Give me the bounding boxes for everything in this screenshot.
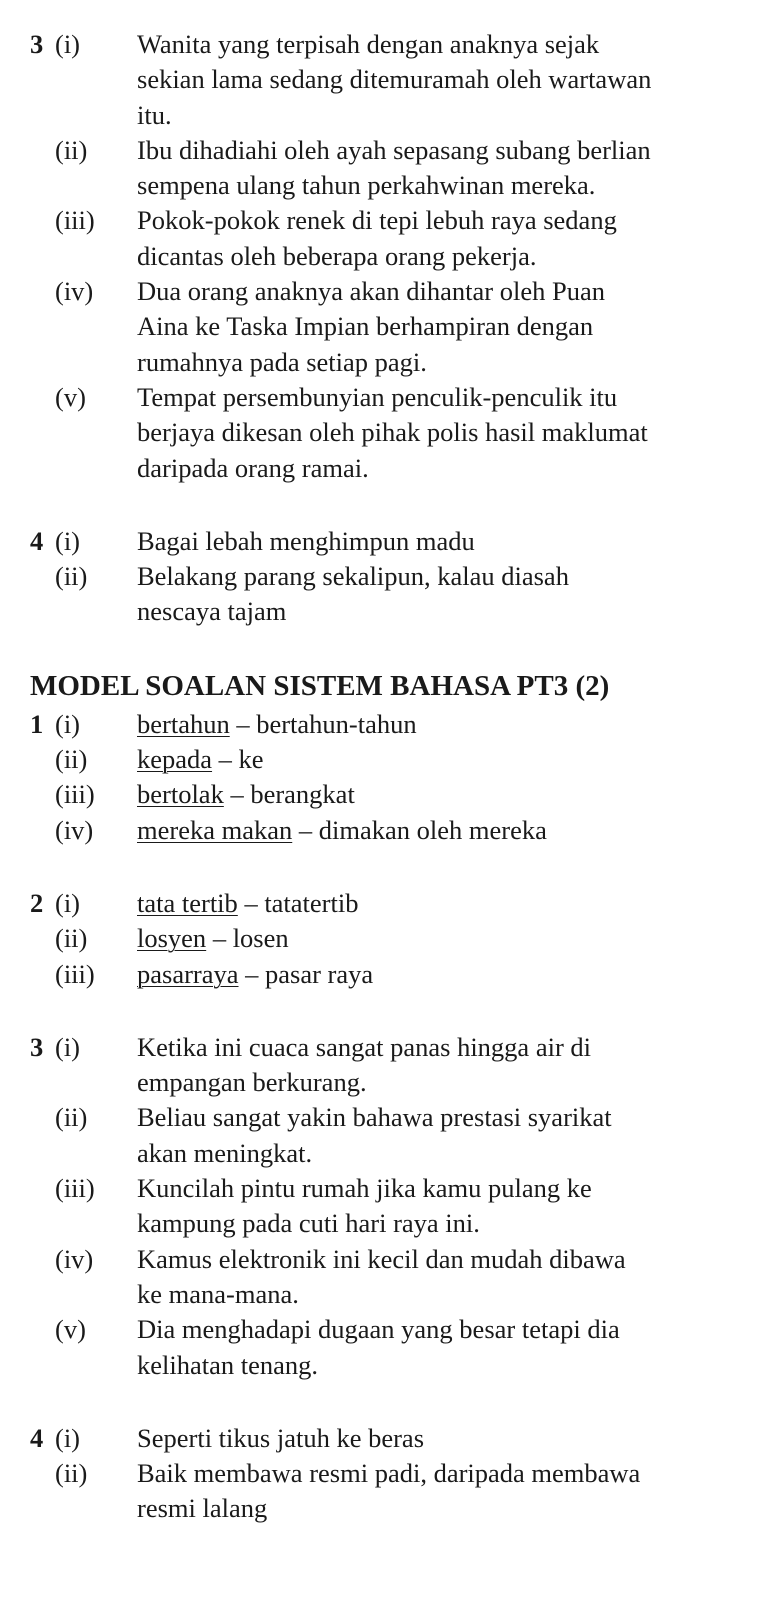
question-number: 1 xyxy=(30,708,44,739)
answer-text-line: Tempat persembunyian penculik-penculik itu xyxy=(137,381,618,412)
question-number: 4 xyxy=(30,1422,44,1453)
corrected-word: – berangkat xyxy=(223,779,355,810)
answer-text-line: Beliau sangat yakin bahawa prestasi syarikat xyxy=(137,1102,612,1133)
answer-item xyxy=(0,1421,776,1456)
question-3-group xyxy=(0,27,776,486)
answer-correction-line xyxy=(137,813,776,848)
answer-item xyxy=(0,813,776,848)
question-number: 2 xyxy=(30,887,44,918)
item-roman-numeral: (i) xyxy=(55,525,81,556)
item-roman-numeral: (ii) xyxy=(55,923,88,954)
question-number: 3 xyxy=(30,1031,44,1062)
item-roman-numeral: (ii) xyxy=(55,744,88,775)
answer-text-line: dicantas oleh beberapa orang pekerja. xyxy=(137,240,537,271)
answer-item xyxy=(0,27,776,133)
answer-text-line: akan meningkat. xyxy=(137,1137,313,1168)
answer-text-line: Bagai lebah menghimpun madu xyxy=(137,525,475,556)
answer-text-line: Dua orang anaknya akan dihantar oleh Puan xyxy=(137,276,605,307)
corrected-word: – ke xyxy=(212,744,264,775)
answer-item xyxy=(0,203,776,274)
incorrect-word: tata tertib xyxy=(137,887,238,918)
answer-text-line: berjaya dikesan oleh pihak polis hasil maklumat xyxy=(137,417,648,448)
answer-item xyxy=(0,886,776,921)
answer-text-line: sempena ulang tahun perkahwinan mereka. xyxy=(137,170,596,201)
answer-text-line: Pokok-pokok renek di tepi lebuh raya sedang xyxy=(137,205,617,236)
answer-text-line: Kuncilah pintu rumah jika kamu pulang ke xyxy=(137,1173,592,1204)
item-roman-numeral: (iii) xyxy=(55,779,95,810)
corrected-word: – dimakan oleh mereka xyxy=(292,814,547,845)
answer-text-line: kampung pada cuti hari raya ini. xyxy=(137,1208,480,1239)
item-roman-numeral: (i) xyxy=(55,1031,81,1062)
answer-text-line: nescaya tajam xyxy=(137,596,287,627)
answer-text-line: itu. xyxy=(137,99,172,130)
item-roman-numeral: (iii) xyxy=(55,205,95,236)
item-roman-numeral: (v) xyxy=(55,1314,86,1345)
item-roman-numeral: (i) xyxy=(55,887,81,918)
item-roman-numeral: (ii) xyxy=(55,1102,88,1133)
answer-text-line: Aina ke Taska Impian berhampiran dengan xyxy=(137,311,594,342)
answer-item xyxy=(0,1312,776,1383)
item-roman-numeral: (iv) xyxy=(55,276,94,307)
answer-text-line: Seperti tikus jatuh ke beras xyxy=(137,1422,425,1453)
answer-text-line: daripada orang ramai. xyxy=(137,452,369,483)
question-3-group xyxy=(0,1030,776,1383)
answer-text-line: Wanita yang terpisah dengan anaknya sejak xyxy=(137,29,600,59)
item-roman-numeral: (iii) xyxy=(55,958,95,989)
answer-text-line: resmi lalang xyxy=(137,1493,268,1524)
answer-correction-line xyxy=(137,777,776,812)
answer-item xyxy=(0,1171,776,1242)
answer-text-line: ke mana-mana. xyxy=(137,1278,299,1309)
answer-text-line: rumahnya pada setiap pagi. xyxy=(137,346,427,377)
corrected-word: – bertahun-tahun xyxy=(229,708,417,739)
answer-item xyxy=(0,380,776,486)
answer-item xyxy=(0,1100,776,1171)
incorrect-word: losyen xyxy=(137,923,207,954)
question-4-group xyxy=(0,1421,776,1527)
answer-text-line: Dia menghadapi dugaan yang besar tetapi dia xyxy=(137,1314,620,1345)
answer-item xyxy=(0,133,776,204)
answer-text-line: empangan berkurang. xyxy=(137,1067,367,1098)
answer-text-line: Baik membawa resmi padi, daripada membawa xyxy=(137,1458,641,1489)
item-roman-numeral: (i) xyxy=(55,29,81,59)
answer-correction-line xyxy=(137,886,776,921)
answer-item xyxy=(0,957,776,992)
answer-document xyxy=(0,27,776,1565)
corrected-word: – pasar raya xyxy=(238,958,374,989)
answer-text-line: Ketika ini cuaca sangat panas hingga air di xyxy=(137,1031,592,1062)
answer-item xyxy=(0,921,776,956)
item-roman-numeral: (v) xyxy=(55,381,86,412)
question-2-group xyxy=(0,886,776,992)
answer-item xyxy=(0,1242,776,1313)
incorrect-word: kepada xyxy=(137,744,213,775)
answer-correction-line xyxy=(137,707,776,742)
incorrect-word: bertahun xyxy=(137,708,230,739)
item-roman-numeral: (iv) xyxy=(55,1243,94,1274)
answer-item xyxy=(0,742,776,777)
answer-text-line: kelihatan tenang. xyxy=(137,1349,319,1380)
answer-text-line: Ibu dihadiahi oleh ayah sepasang subang berlian xyxy=(137,134,651,165)
answer-item xyxy=(0,1456,776,1527)
item-roman-numeral: (iii) xyxy=(55,1173,95,1204)
question-number: 4 xyxy=(30,525,44,556)
answer-item xyxy=(0,524,776,559)
answer-correction-line xyxy=(137,921,776,956)
answer-correction-line xyxy=(137,957,776,992)
question-1-group xyxy=(0,707,776,848)
item-roman-numeral: (i) xyxy=(55,1422,81,1453)
incorrect-word: bertolak xyxy=(137,779,224,810)
incorrect-word: mereka makan xyxy=(137,814,293,845)
incorrect-word: pasarraya xyxy=(137,958,239,989)
item-roman-numeral: (ii) xyxy=(55,1458,88,1489)
answer-item xyxy=(0,274,776,380)
answer-correction-line xyxy=(137,742,776,777)
answer-text-line: sekian lama sedang ditemuramah oleh wartawan xyxy=(137,64,652,95)
answer-text-line: Kamus elektronik ini kecil dan mudah dibawa xyxy=(137,1243,626,1274)
corrected-word: – losen xyxy=(206,923,289,954)
answer-item xyxy=(0,777,776,812)
answer-item xyxy=(0,559,776,630)
section-heading: MODEL SOALAN SISTEM BAHASA PT3 (2) xyxy=(30,669,610,702)
corrected-word: – tatatertib xyxy=(237,887,359,918)
question-number: 3 xyxy=(30,29,44,59)
item-roman-numeral: (ii) xyxy=(55,561,88,592)
question-4-group xyxy=(0,524,776,630)
answer-item xyxy=(0,1030,776,1101)
item-roman-numeral: (i) xyxy=(55,708,81,739)
answer-text-line: Belakang parang sekalipun, kalau diasah xyxy=(137,561,569,592)
item-roman-numeral: (ii) xyxy=(55,134,88,165)
item-roman-numeral: (iv) xyxy=(55,814,94,845)
answer-item xyxy=(0,707,776,742)
